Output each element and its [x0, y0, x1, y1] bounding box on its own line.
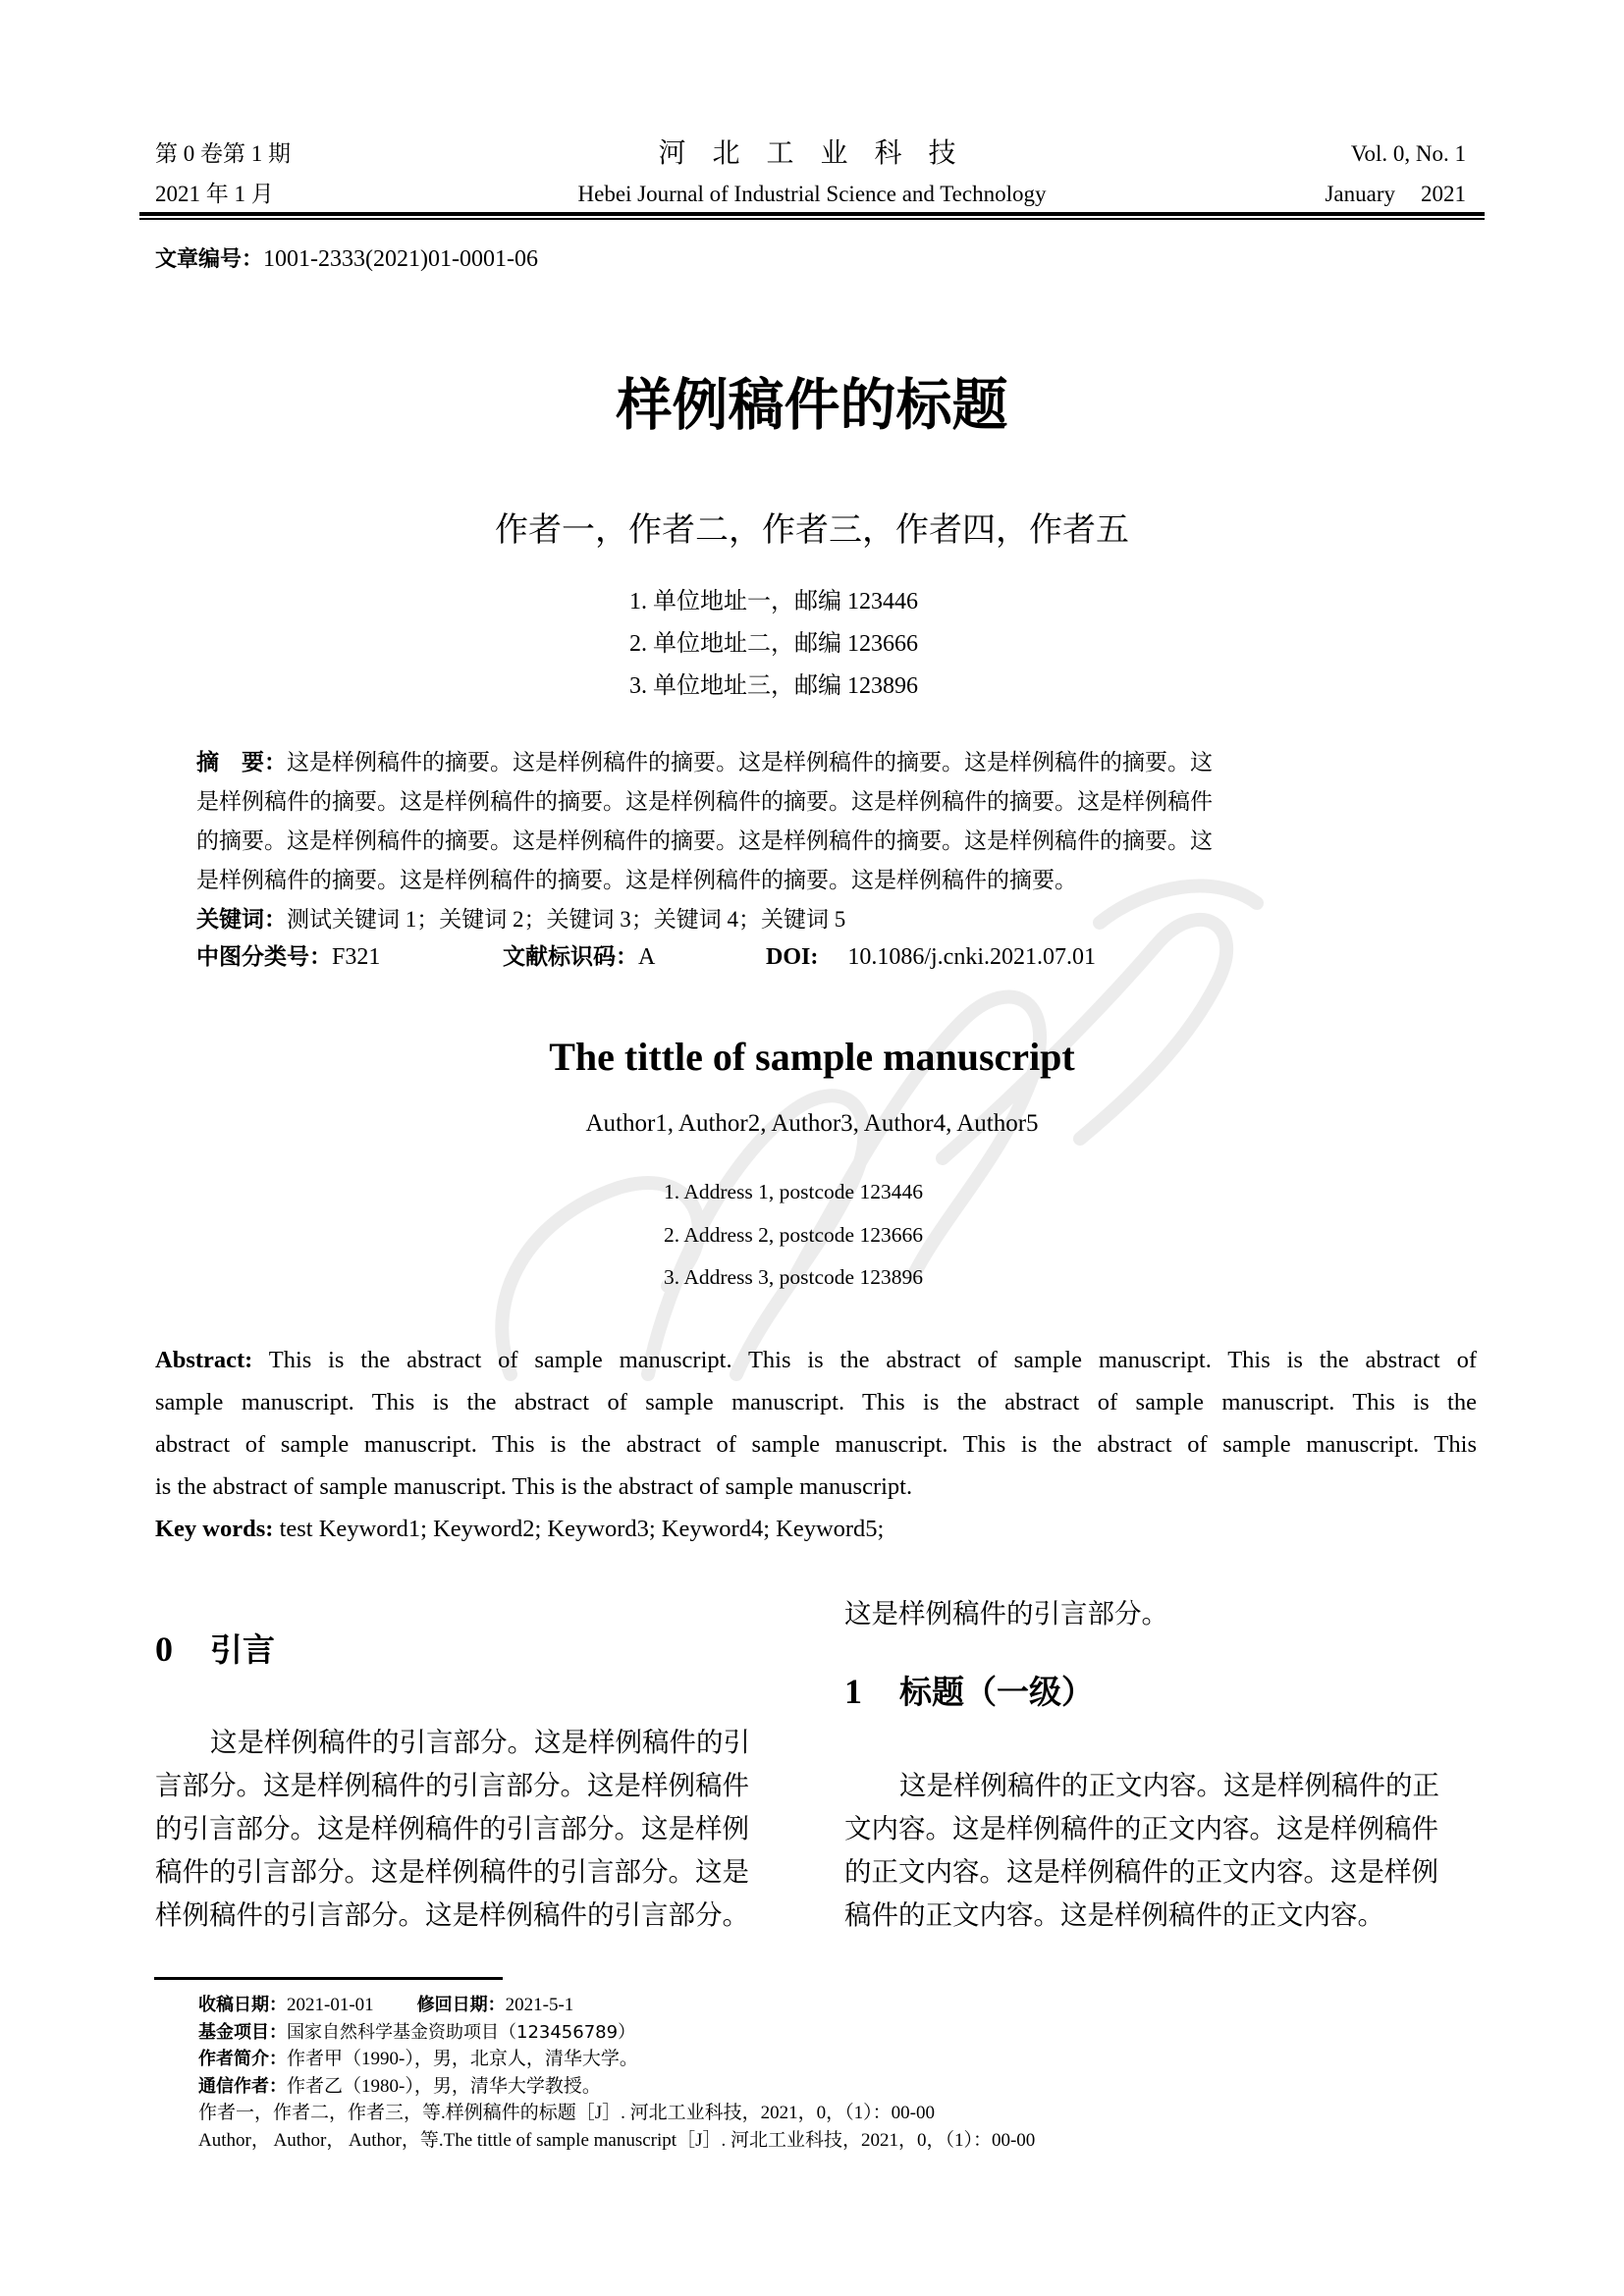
- section-0-line: 言部分。这是样例稿件的引言部分。这是样例稿件: [155, 1770, 749, 1801]
- doi-label: DOI:: [766, 944, 819, 970]
- revised-value: 2021-5-1: [505, 1995, 574, 2015]
- keywords-cn-value: 测试关键词 1；关键词 2；关键词 3；关键词 4；关键词 5: [287, 907, 846, 932]
- header-rule-thin: [139, 218, 1485, 220]
- header-date-en-month: January: [1325, 182, 1395, 206]
- bio-value: 作者甲（1990-），男，北京人，清华大学。: [287, 2049, 638, 2069]
- section-0-line: 这是样例稿件的引言部分。这是样例稿件的引: [210, 1727, 750, 1758]
- classification-doc-code: [503, 940, 655, 974]
- section-0-line: 稿件的引言部分。这是样例稿件的引言部分。这是: [155, 1856, 749, 1888]
- header-journal-en: Hebei Journal of Industrial Science and Technology: [577, 182, 1047, 206]
- title-en: The tittle of sample manuscript: [549, 1035, 1075, 1079]
- section-1-line: 这是样例稿件的正文内容。这是样例稿件的正: [899, 1770, 1439, 1801]
- header-volume-cn: 第 0 卷第 1 期: [155, 141, 291, 166]
- authors-en: Author1, Author2, Author3, Author4, Author5: [585, 1110, 1039, 1137]
- keywords-en-value: test Keyword1; Keyword2; Keyword3; Keyword4; Keyword5;: [273, 1516, 885, 1542]
- footnotes: [198, 1992, 1035, 2154]
- title-cn: 样例稿件的标题: [616, 373, 1008, 438]
- affiliation-cn-1: 1. 单位地址一，邮编 123446: [629, 589, 918, 614]
- section-1-line: 稿件的正文内容。这是样例稿件的正文内容。: [844, 1899, 1384, 1931]
- footnote-rule: [154, 1977, 503, 1980]
- section-1-line: 的正文内容。这是样例稿件的正文内容。这是样例: [844, 1856, 1438, 1888]
- affiliations-en: [664, 1171, 923, 1300]
- affiliation-en-1: 1. Address 1, postcode 123446: [664, 1180, 923, 1203]
- affiliations-cn: [629, 581, 918, 708]
- section-0-line: 样例稿件的引言部分。这是样例稿件的引言部分。: [155, 1899, 749, 1931]
- section-0-number: 0: [155, 1629, 173, 1669]
- section-0-body: [155, 1721, 786, 1937]
- footnote-dates: [198, 1992, 1035, 2019]
- section-1-number: 1: [844, 1672, 862, 1711]
- header-date-en: [1325, 181, 1466, 208]
- footnote-corresponding: [198, 2073, 1035, 2101]
- abstract-cn: [196, 743, 1435, 939]
- footnote-fund: [198, 2019, 1035, 2047]
- classification-doi: [766, 940, 1096, 974]
- footnote-bio: [198, 2046, 1035, 2073]
- doc-code-value: A: [638, 944, 656, 970]
- affiliation-en-2: 2. Address 2, postcode 123666: [664, 1222, 923, 1247]
- bio-label: 作者简介：: [198, 2049, 287, 2069]
- section-0-title: 引言: [210, 1630, 275, 1669]
- revised-label: 修回日期：: [416, 1995, 506, 2015]
- article-number-label: 文章编号：: [155, 247, 264, 272]
- section-1-heading: [844, 1672, 1094, 1712]
- section-0-heading: [155, 1629, 275, 1670]
- keywords-cn-label: 关键词：: [196, 907, 287, 933]
- received-value: 2021-01-01: [287, 1995, 374, 2015]
- classification-clc: [196, 940, 380, 974]
- header-rule-thick: [139, 212, 1485, 216]
- header-volume-en: Vol. 0, No. 1: [1350, 141, 1466, 166]
- abstract-cn-line: 的摘要。这是样例稿件的摘要。这是样例稿件的摘要。这是样例稿件的摘要。这是样例稿件的摘要。这: [196, 828, 1213, 853]
- citation-cn: 作者一，作者二，作者三，等.样例稿件的标题［J］. 河北工业科技，2021，0，（1）：00-00: [198, 2103, 935, 2123]
- section-1-body: [844, 1764, 1477, 1937]
- abstract-cn-line: 是样例稿件的摘要。这是样例稿件的摘要。这是样例稿件的摘要。这是样例稿件的摘要。这是样例稿件: [196, 789, 1213, 814]
- section-0-line: 的引言部分。这是样例稿件的引言部分。这是样例: [155, 1813, 749, 1844]
- doi-value: 10.1086/j.cnki.2021.07.01: [847, 944, 1096, 970]
- abstract-en-line: is the abstract of sample manuscript. This is the abstract of sample manuscript.: [155, 1473, 913, 1500]
- section-1-title: 标题（一级）: [899, 1673, 1094, 1711]
- section-1-line: 文内容。这是样例稿件的正文内容。这是样例稿件: [844, 1813, 1438, 1844]
- corr-value: 作者乙（1980-），男，清华大学教授。: [287, 2075, 601, 2097]
- affiliation-cn-2: 2. 单位地址二，邮编 123666: [629, 631, 918, 657]
- abstract-en-line: abstract of sample manuscript. This is the abstract of sample manuscript. This is the abstract of sample manuscript. This: [155, 1431, 1477, 1458]
- doc-code-label: 文献标识码：: [503, 944, 638, 970]
- header-journal-cn: 河 北 工 业 科 技: [658, 138, 966, 169]
- abstract-en-line: This is the abstract of sample manuscript. This is the abstract of sample manuscript. This is the abstract of: [252, 1347, 1477, 1373]
- affiliation-en-3: 3. Address 3, postcode 123896: [664, 1265, 923, 1289]
- article-number-value: 1001-2333(2021)01-0001-06: [263, 246, 538, 272]
- clc-value: F321: [332, 944, 381, 970]
- header-date-cn: 2021 年 1 月: [155, 182, 274, 206]
- abstract-cn-line: 是样例稿件的摘要。这是样例稿件的摘要。这是样例稿件的摘要。这是样例稿件的摘要。: [196, 868, 1077, 892]
- keywords-en-label: Key words:: [155, 1516, 274, 1542]
- abstract-cn-label: 摘 要：: [196, 750, 287, 775]
- clc-label: 中图分类号：: [196, 944, 332, 970]
- abstract-cn-line: 这是样例稿件的摘要。这是样例稿件的摘要。这是样例稿件的摘要。这是样例稿件的摘要。这: [287, 750, 1213, 774]
- received-label: 收稿日期：: [198, 1995, 287, 2015]
- header-date-en-year: 2021: [1421, 182, 1466, 206]
- affiliation-cn-3: 3. 单位地址三，邮编 123896: [629, 673, 918, 699]
- authors-cn: 作者一，作者二，作者三，作者四，作者五: [495, 512, 1129, 549]
- abstract-en: [155, 1339, 1477, 1550]
- abstract-en-label: Abstract:: [155, 1347, 253, 1373]
- article-number: [155, 244, 538, 275]
- section-0-continuation: 这是样例稿件的引言部分。: [844, 1598, 1168, 1629]
- abstract-en-line: sample manuscript. This is the abstract of sample manuscript. This is the abstract of sample manuscript. This is the: [155, 1389, 1477, 1415]
- fund-value: 国家自然科学基金资助项目（123456789）: [287, 2021, 636, 2043]
- fund-label: 基金项目：: [198, 2021, 287, 2043]
- citation-en: Author， Author， Author，等.The tittle of sample manuscript［J］. 河北工业科技，2021，0，（1）：00-00: [198, 2129, 1036, 2151]
- corr-label: 通信作者：: [198, 2075, 287, 2097]
